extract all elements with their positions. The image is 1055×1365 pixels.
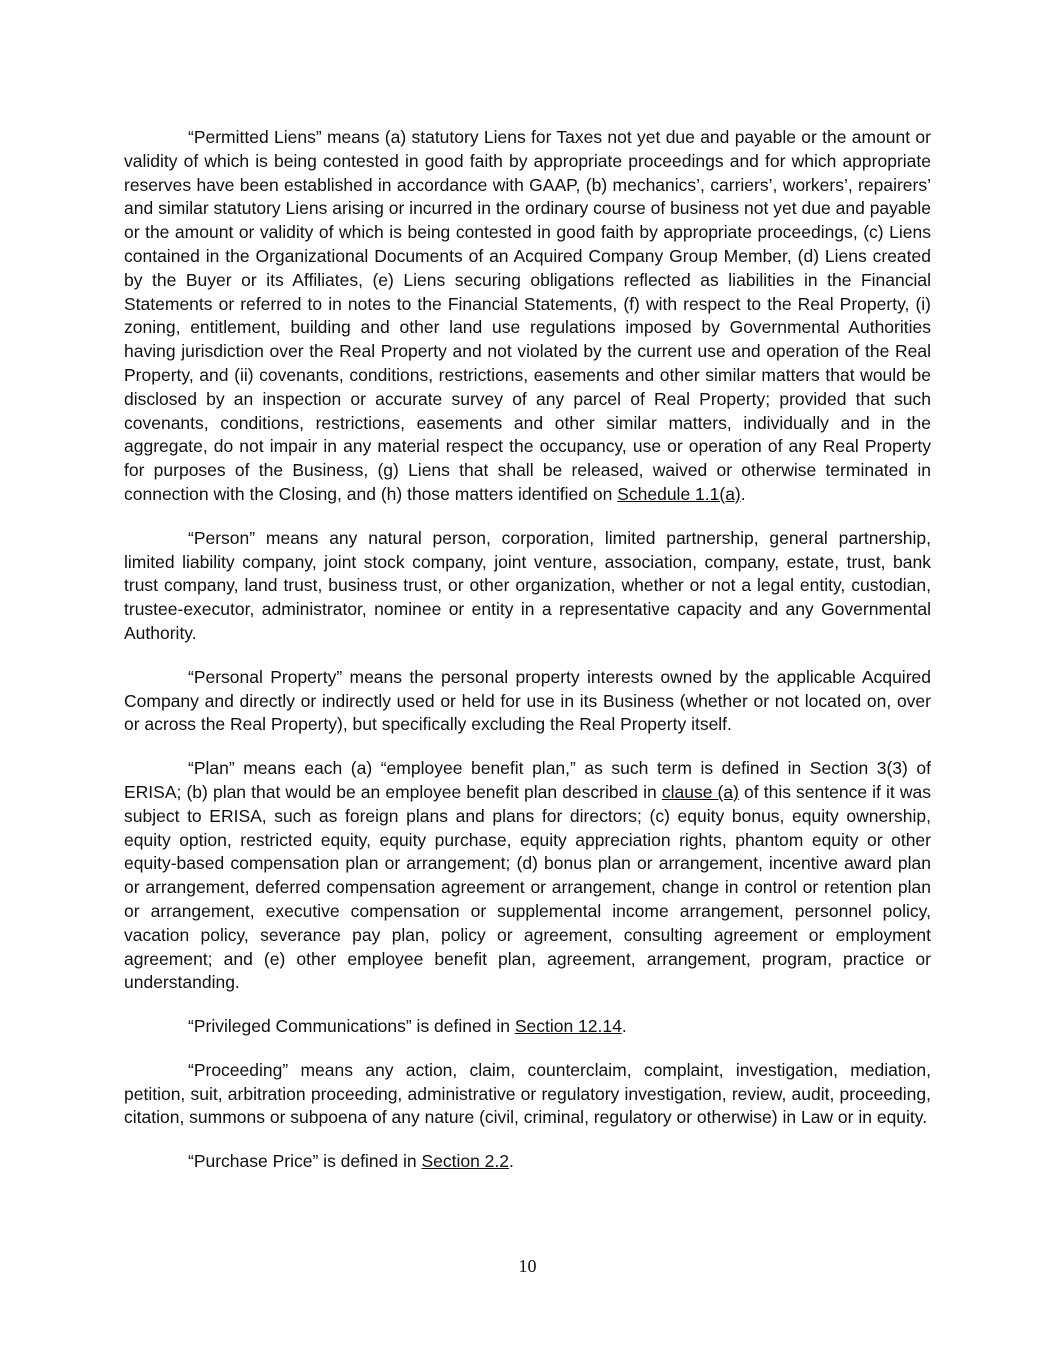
definition-proceeding (124, 1059, 931, 1130)
definition-text: “Permitted Liens” means (a) statutory Liens for Taxes not yet due and payable or the amount or validity of which is being contested in good faith by appropriate proceedings and for which appropriate reserves have been established in accordance with GAAP, (b) mechanics’, carriers’, workers’, repairers’ and similar statutory Liens arising or incurred in the ordinary course of business not yet due and payable or the amount or validity of which is being contested in good faith by appropriate proceedings, (c) Liens contained in the Organizational Documents of an Acquired Company Group Member, (d) Liens created by the Buyer or its Affiliates, (e) Liens securing obligations reflected as liabilities in the Financial Statements or referred to in notes to the Financial Statements, (f) with respect to the Real Property, (i) zoning, entitlement, building and other land use regulations imposed by Governmental Authorities having jurisdiction over the Real Property and not violated by the current use and operation of the Real Property, and (ii) covenants, conditions, restrictions, easements and other similar matters that would be disclosed by an inspection or accurate survey of any parcel of Real Property; provided that such covenants, conditions, restrictions, easements and other similar matters, individually and in the aggregate, do not impair in any material respect the occupancy, use or operation of any Real Property for purposes of the Business, (g) Liens that shall be released, waived or otherwise terminated in connection with the Closing, and (h) those matters identified on (124, 127, 931, 504)
definition-tail: . (509, 1151, 514, 1172)
page-number: 10 (518, 1256, 537, 1276)
definition-person (124, 527, 931, 646)
definition-text: “Personal Property” means the personal property interests owned by the applicable Acquired Company and directly or indirectly used or held for use in its Business (whether or not located on, over or across the Real Property), but specifically excluding the Real Property itself. (124, 666, 931, 735)
cross-reference: Section 2.2 (421, 1151, 510, 1172)
definition-text: “Purchase Price” is defined in (188, 1151, 422, 1172)
definition-personal-property (124, 666, 931, 737)
cross-reference: Section 12.14 (514, 1016, 622, 1037)
definition-tail: . (621, 1016, 627, 1037)
definition-privileged-communications (124, 1015, 931, 1039)
cross-reference: clause (a) (661, 781, 739, 802)
document-body (124, 126, 931, 1194)
definition-text: “Person” means any natural person, corporation, limited partnership, general partnership, limited liability company, joint stock company, joint venture, association, company, estate, trust, bank trust company, land trust, business trust, or other organization, whether or not a legal entity, custodian, trustee-executor, administrator, nominee or entity in a representative capacity and any Governmental Authority. (124, 527, 931, 643)
definition-permitted-liens (124, 126, 931, 507)
definition-text: “Proceeding” means any action, claim, counterclaim, complaint, investigation, mediation, petition, suit, arbitration proceeding, administrative or regulatory investigation, review, audit, proceeding, citation, summons or subpoena of any nature (civil, criminal, regulatory or otherwise) in Law or in equity. (124, 1059, 931, 1128)
definition-purchase-price (124, 1150, 931, 1174)
definition-text: “Plan” means each (a) “employee benefit plan,” as such term is defined in Section 3(3) of ERISA; (b) plan that would be an employee benefit plan described in (124, 758, 931, 802)
definition-tail: . (740, 483, 746, 504)
definition-tail: of this sentence if it was subject to ERISA, such as foreign plans and plans for directors; (c) equity bonus, equity ownership, equity option, restricted equity, equity purchase, equity appreciation rights, phantom equity or other equity-based compensation plan or arrangement; (d) bonus plan or arrangement, incentive award plan or arrangement, deferred compensation agreement or arrangement, change in control or retention plan or arrangement, executive compensation or supplemental income arrangement, personnel policy, vacation policy, severance pay plan, policy or agreement, consulting agreement or employment agreement; and (e) other employee benefit plan, agreement, arrangement, program, practice or understanding. (124, 781, 931, 993)
cross-reference: Schedule 1.1(a) (617, 483, 741, 504)
definition-text: “Privileged Communications” is defined in (188, 1016, 515, 1037)
definition-plan (124, 757, 931, 995)
